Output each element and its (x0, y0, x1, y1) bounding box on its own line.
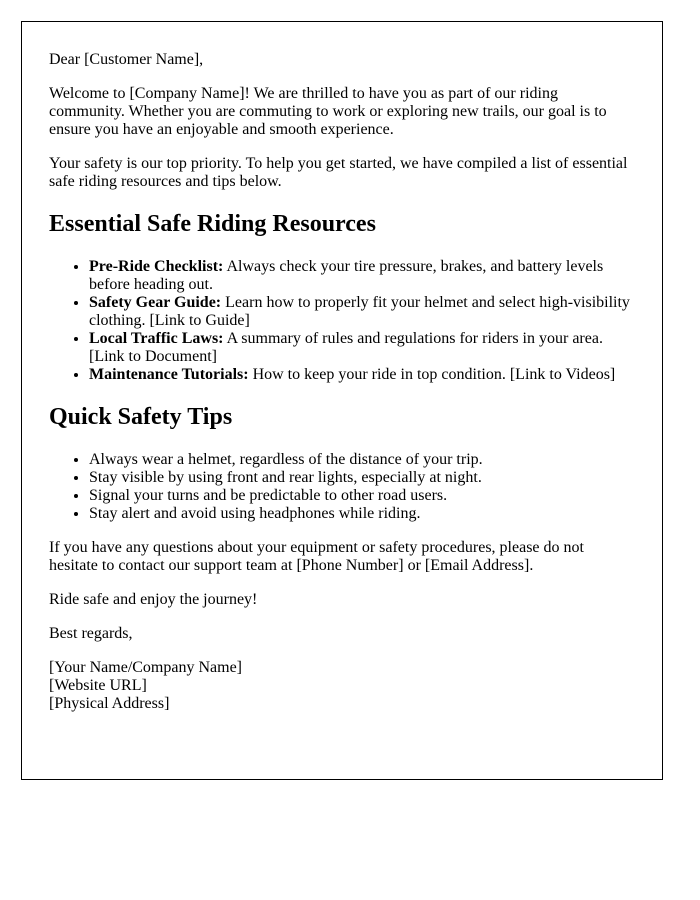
list-item-wear-helmet: • Always wear a helmet, regardless of the distance of your trip. (89, 451, 635, 469)
list-item-text: Always check your tire pressure, brakes, and battery levels before heading out. (89, 258, 604, 293)
farewell: Ride safe and enjoy the journey! (49, 591, 258, 608)
list-item-label: Safety Gear Guide: (89, 294, 222, 311)
resources-section-heading: Essential Safe Riding Resources (49, 211, 376, 237)
resources-list (49, 258, 635, 384)
support-paragraph: If you have any questions about your equipment or safety procedures, please do not hesitate to contact our support team at [Phone Number] or [Email Address]. (49, 539, 584, 574)
safety-priority-paragraph: Your safety is our top priority. To help you get started, we have compiled a list of essential safe riding resources and tips below. (49, 155, 628, 190)
signoff: Best regards, (49, 625, 133, 642)
list-item-label: Pre-Ride Checklist: (89, 258, 224, 275)
signature-block (49, 659, 635, 713)
list-item-local-traffic-laws (89, 330, 635, 366)
letter-container (21, 21, 663, 780)
list-item-stay-visible: • Stay visible by using front and rear lights, especially at night. (89, 469, 635, 487)
list-item-text: A summary of rules and regulations for riders in your area. [Link to Document] (89, 330, 603, 365)
list-item-signal-turns: • Signal your turns and be predictable to other road users. (89, 487, 635, 505)
list-item-text: How to keep your ride in top condition. [Link to Videos] (252, 366, 616, 383)
salutation: Dear [Customer Name], (49, 51, 204, 68)
list-item-label: Maintenance Tutorials: (89, 366, 249, 383)
signature-name: [Your Name/Company Name] (49, 659, 243, 676)
list-item-maintenance-tutorials (89, 366, 635, 384)
list-item-text: Learn how to properly fit your helmet and select high-visibility clothing. [Link to Guide] (89, 294, 630, 329)
intro-paragraph: Welcome to [Company Name]! We are thrilled to have you as part of our riding community. Whether you are commuting to work or exploring new trails, our goal is to ensure you have an enjoyable and smooth experience. (49, 85, 607, 138)
list-item-pre-ride-checklist (89, 258, 635, 294)
signature-website: [Website URL] (49, 677, 147, 694)
list-item-safety-gear-guide (89, 294, 635, 330)
list-item-label: Local Traffic Laws: (89, 330, 224, 347)
list-item-stay-alert: • Stay alert and avoid using headphones while riding. (89, 505, 635, 523)
tips-list (49, 451, 635, 523)
tips-section-heading: Quick Safety Tips (49, 404, 233, 430)
signature-address: [Physical Address] (49, 695, 170, 712)
